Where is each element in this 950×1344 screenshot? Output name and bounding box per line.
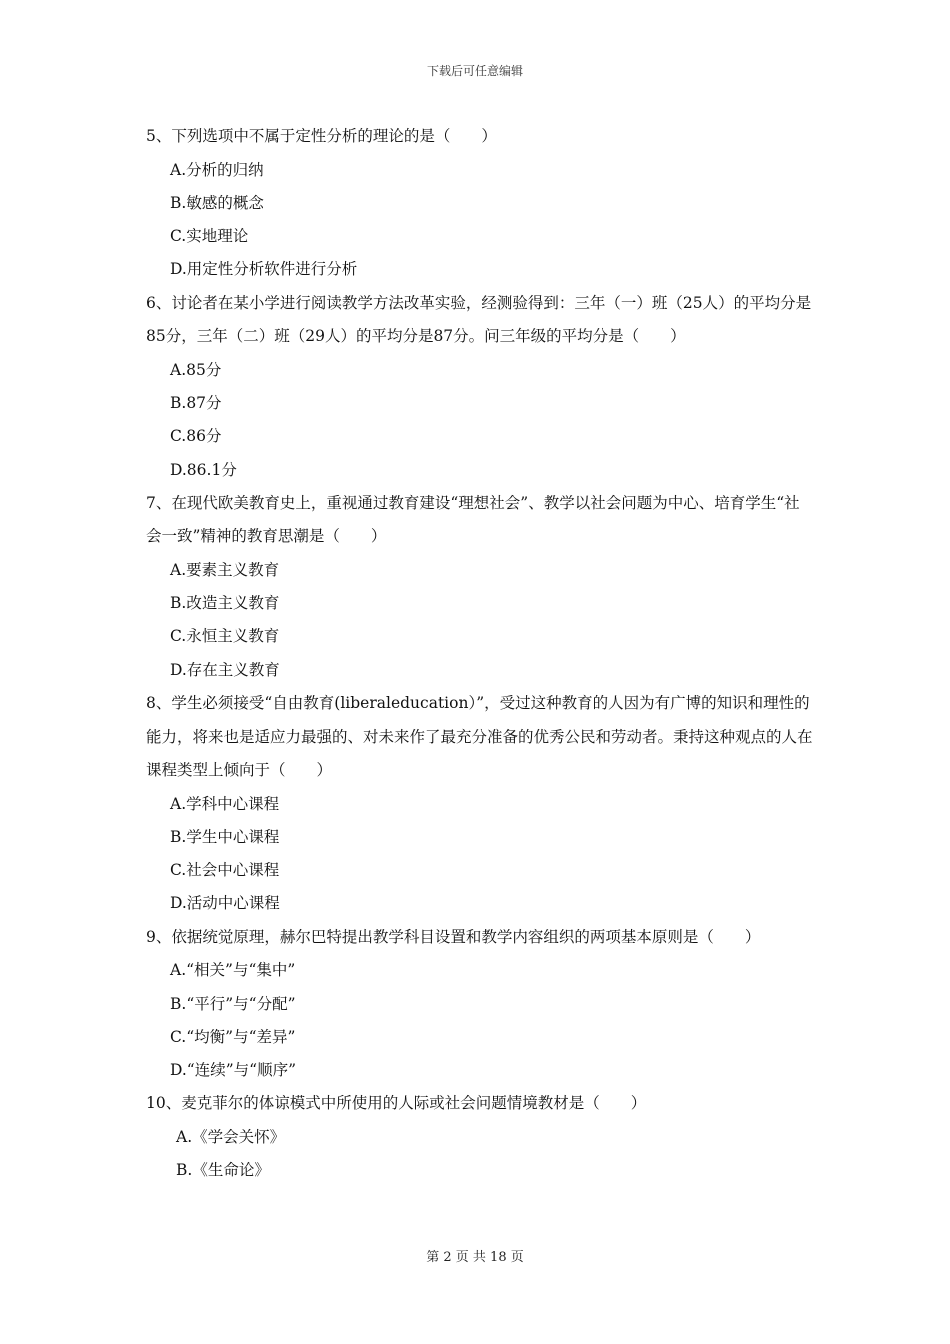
question-7 <box>146 487 814 687</box>
question-10 <box>146 1087 814 1187</box>
question-list <box>146 120 814 1188</box>
question-stem: 9、依据统觉原理，赫尔巴特提出教学科目设置和教学内容组织的两项基本原则是（ ） <box>146 927 761 946</box>
question-stem: 8、学生必须接受“自由教育(liberaleducation）”，受过这种教育的人因为有广博的知识和理性的能力，将来也是适应力最强的、对未来作了最充分准备的优秀公民和劳动者。秉持这种观点的人在课程类型上倾向于（ ） <box>146 694 813 780</box>
question-9 <box>146 921 814 1088</box>
option-c: C.86分 <box>170 427 222 446</box>
option-a: A.学科中心课程 <box>170 794 280 813</box>
question-8 <box>146 687 814 921</box>
option-b: B.敏感的概念 <box>170 193 264 212</box>
question-stem: 7、在现代欧美教育史上，重视通过教育建设“理想社会”、教学以社会问题为中心、培育学生“社会一致”精神的教育思潮是（ ） <box>146 493 800 546</box>
option-a: A.“相关”与“集中” <box>170 961 296 980</box>
option-a: A.要素主义教育 <box>170 560 280 579</box>
question-stem: 5、下列选项中不属于定性分析的理论的是（ ） <box>146 127 497 145</box>
option-b: B.改造主义教育 <box>170 594 280 613</box>
option-d: D.“连续”与“顺序” <box>170 1061 296 1080</box>
option-a: A.分析的归纳 <box>170 160 264 179</box>
option-d: D.活动中心课程 <box>170 894 280 913</box>
question-stem: 6、讨论者在某小学进行阅读教学方法改革实验，经测验得到：三年（一）班（25人）的平均分是85分，三年（二）班（29人）的平均分是87分。问三年级的平均分是（ ） <box>146 293 812 346</box>
option-b: B.学生中心课程 <box>170 827 280 846</box>
page-header: 下载后可任意编辑 <box>426 64 523 78</box>
option-c: C.社会中心课程 <box>170 861 280 880</box>
option-a: A.85分 <box>170 360 222 379</box>
option-b: B.“平行”与“分配” <box>170 994 296 1013</box>
option-c: C.“均衡”与“差异” <box>170 1027 296 1046</box>
option-c: C.实地理论 <box>170 227 249 246</box>
question-6 <box>146 287 814 487</box>
option-d: D.存在主义教育 <box>170 660 280 679</box>
option-d: D.86.1分 <box>170 460 237 479</box>
option-d: D.用定性分析软件进行分析 <box>170 260 358 279</box>
option-b: B.87分 <box>170 393 222 412</box>
question-5 <box>146 120 814 287</box>
option-b: B.《生命论》 <box>176 1161 270 1180</box>
page-footer: 第 2 页 共 18 页 <box>426 1250 524 1265</box>
option-c: C.永恒主义教育 <box>170 627 280 646</box>
option-a: A.《学会关怀》 <box>176 1127 286 1146</box>
question-stem: 10、麦克菲尔的体谅模式中所使用的人际或社会问题情境教材是（ ） <box>146 1094 647 1113</box>
